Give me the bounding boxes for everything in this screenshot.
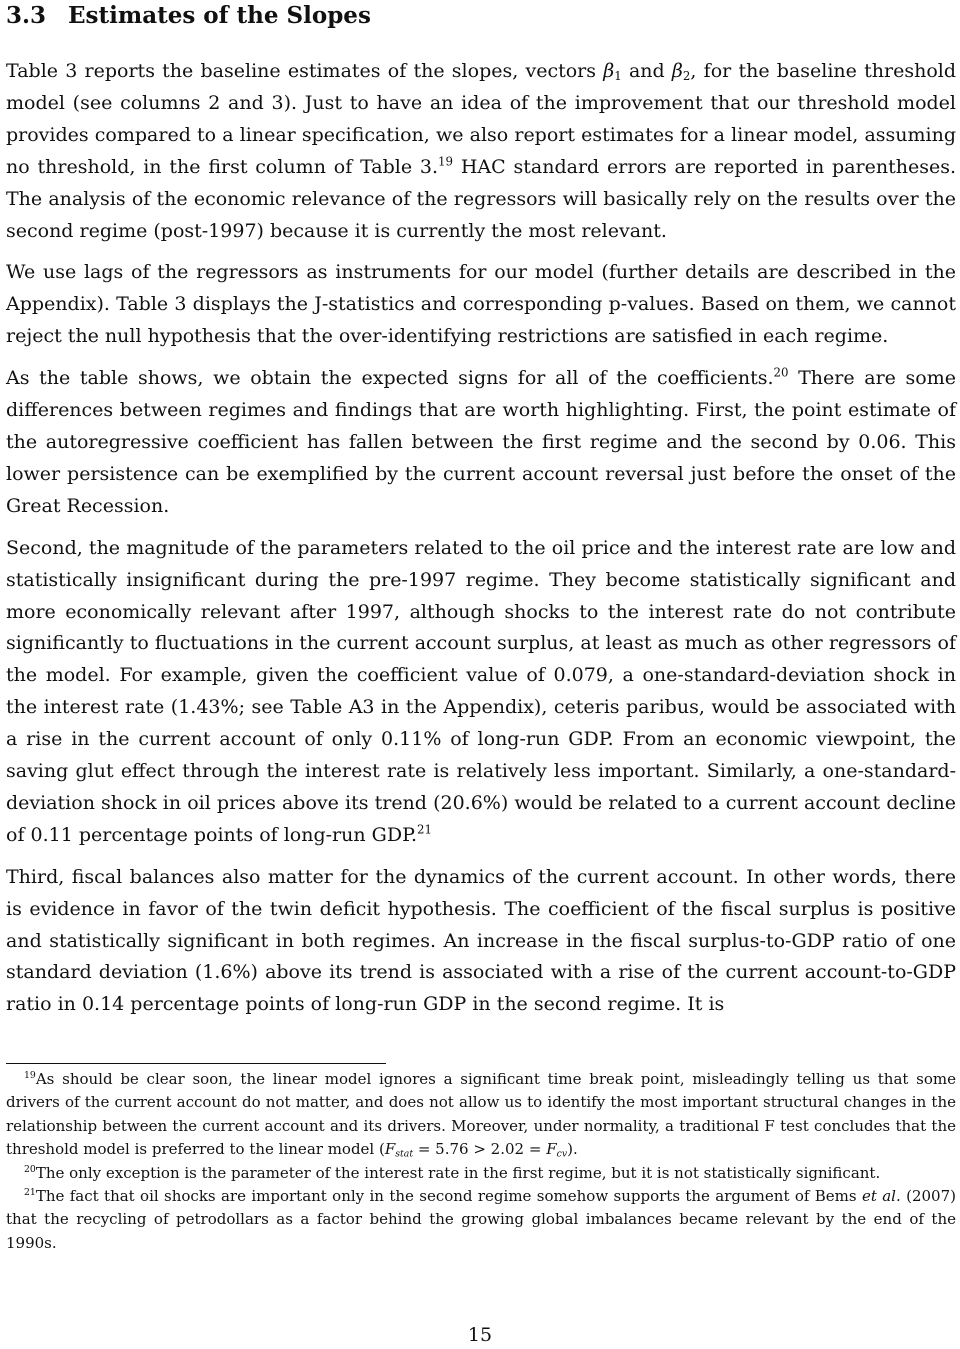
beta-subscript-1: 1 xyxy=(614,68,622,83)
section-number: 3.3 xyxy=(6,2,47,29)
fn21-et-al: et al. xyxy=(861,1187,901,1206)
p3-text-b: There are some differences between regimes and findings that are worth highlighting. First, the point estimate of the autoregressive coefficient has fallen between the first regime and the second by 0.06. This lower persistence can be exemplified by the current account reversal just before the onset of the Great Recession. xyxy=(6,367,956,517)
section-title: Estimates of the Slopes xyxy=(68,2,371,29)
beta-symbol-1: β xyxy=(603,60,615,82)
footnote-ref-20[interactable]: 20 xyxy=(773,365,789,380)
p4-text-a: Second, the magnitude of the parameters related to the oil price and the interest rate are low and statistically insignificant during the pre-1997 regime. They become statistically significant and more economically relevant after 1997, although shocks to the interest rate do not contribute significantly to fluctuations in the current account surplus, at least as much as other regressors of the model. For example, given the coefficient value of 0.079, a one-standard-deviation shock in the interest rate (1.43%; see Table A3 in the Appendix), ceteris paribus, would be associated with a rise in the current account of only 0.11% of long-run GDP. From an economic viewpoint, the saving glut effect through the interest rate is relatively less important. Similarly, a one-standard-deviation shock in oil prices above its trend (20.6%) would be related to a current account decline of 0.11 percentage points of long-run GDP. xyxy=(6,536,956,846)
paragraph-1 xyxy=(6,56,956,247)
footnotes xyxy=(6,1068,956,1255)
p1-text-d: HAC standard errors are reported in parentheses. The analysis of the economic relevance of the regressors will basically rely on the results over the second regime (post-1997) because it is currently the most relevant. xyxy=(6,155,956,242)
fn19-text-a: As should be clear soon, the linear model ignores a significant time break point, misleadingly telling us that some drivers of the current account do not matter, and does not allow us to identify the most important structural changes in the relationship between the current account and its drivers. Moreover, under normality, a traditional F test concludes that the threshold model is preferred to the linear model ( xyxy=(6,1070,956,1159)
cv-subscript: cv xyxy=(556,1148,568,1160)
footnote-19: $^{19}$As should be clear soon, the linear model ignores a significant time break point, misleadingly telling us that some drivers of the current account do not matter, and does not allow us to identify the most important structural changes in the relationship between the current account and its drivers. Moreover, under normality, a traditional F test concludes that the threshold model is preferred to the linear model $(F_{stat} = 5.76 > 2.02 = F_{cv})$. xyxy=(6,1070,956,1160)
section-heading xyxy=(6,0,956,30)
footnote-20: $^{20}$The only exception is the parameter of the interest rate in the first regime, but it is not statistically significant. xyxy=(24,1163,881,1182)
beta-subscript-2: 2 xyxy=(682,68,691,83)
f-symbol-2: F xyxy=(546,1140,557,1159)
fn21-text-b: (2007) that the recycling of petrodollars as a factor behind the growing global imbalances became relevant by the end of the 1990s. xyxy=(6,1187,956,1252)
paragraph-5: Third, fiscal balances also matter for the dynamics of the current account. In other words, there is evidence in favor of the twin deficit hypothesis. The coefficient of the fiscal surplus is positive and statistically significant in both regimes. An increase in the fiscal surplus-to-GDP ratio of one standard deviation (1.6%) above its trend is associated with a rise of the current account-to-GDP ratio in 0.14 percentage points of long-run GDP in the second regime. It is xyxy=(6,865,956,1016)
footnote-21: $^{21}$The fact that oil shocks are important only in the second regime somehow supports the argument of Bems et al. (2007) that the recycling of petrodollars as a factor behind the growing global imbalances became relevant by the end of the 1990s. xyxy=(6,1187,956,1252)
paragraph-3 xyxy=(6,363,956,523)
page-number: 15 xyxy=(467,1324,493,1346)
fn20-text: The only exception is the parameter of the interest rate in the first regime, but it is not statistically significant. xyxy=(35,1163,881,1182)
beta-symbol-2: β xyxy=(671,60,683,82)
footnote-ref-19[interactable]: 19 xyxy=(438,154,454,169)
footnote-ref-21[interactable]: 21 xyxy=(417,822,433,837)
f-symbol-1: F xyxy=(384,1140,396,1159)
paragraph-2: We use lags of the regressors as instruments for our model (further details are described in the Appendix). Table 3 displays the J-statistics and corresponding p-values. Based on them, we cannot reject the null hypothesis that the over-identifying restrictions are satisfied in each regime. xyxy=(6,261,956,348)
stat-subscript: stat xyxy=(395,1148,414,1160)
paragraph-4 xyxy=(6,533,956,852)
fn19-end: ). xyxy=(567,1140,578,1159)
fn19-equation: = 5.76 > 2.02 = xyxy=(413,1140,547,1159)
fn21-text-a: The fact that oil shocks are important only in the second regime somehow supports the argument of Bems xyxy=(35,1187,862,1206)
p1-text-a: Table 3 reports the baseline estimates of the slopes, vectors xyxy=(6,60,604,82)
p3-text-a: As the table shows, we obtain the expected signs for all of the coefficients. xyxy=(6,367,774,390)
paper-page xyxy=(6,0,956,1021)
footnote-rule xyxy=(6,1063,386,1064)
p1-text-c: , for the baseline threshold model (see columns 2 and 3). Just to have an idea of the improvement that our threshold model provides compared to a linear specification, we also report estimates for a linear model, assuming no threshold, in the first column of Table 3. xyxy=(6,60,956,178)
p1-text-b: and xyxy=(621,60,672,82)
